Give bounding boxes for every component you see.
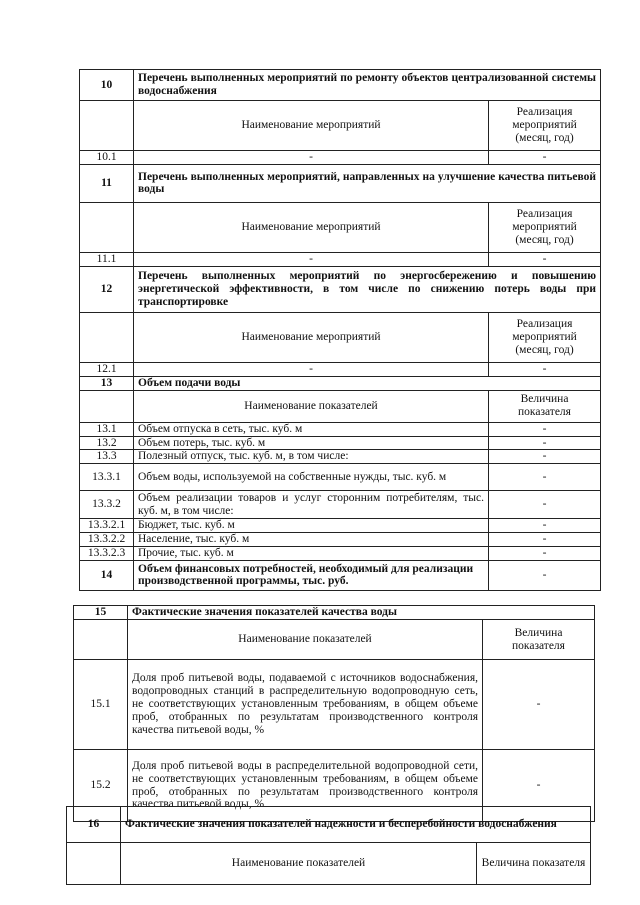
- row-value: -: [489, 533, 601, 547]
- column-header-row: [74, 620, 595, 660]
- column-header-value: Реализация мероприятий (месяц, год): [489, 202, 601, 252]
- section-number: 11: [80, 164, 134, 202]
- row-number: 15.1: [74, 660, 128, 750]
- program-table-part-2: [73, 605, 595, 822]
- section-number: 13: [80, 376, 134, 390]
- table-row: [80, 450, 601, 464]
- column-header-value: Реализация мероприятий (месяц, год): [489, 101, 601, 151]
- column-header-name: Наименование показателей: [134, 390, 489, 422]
- row-number: 13.3.2.1: [80, 519, 134, 533]
- row-value: -: [489, 560, 601, 590]
- empty-cell: [80, 390, 134, 422]
- row-number: 15.2: [74, 750, 128, 822]
- section-number: 12: [80, 266, 134, 312]
- table-row: [80, 547, 601, 561]
- row-number: 12.1: [80, 362, 134, 376]
- row-value: -: [489, 464, 601, 491]
- section-title: Объем финансовых потребностей, необходимый для реализации производственной программы, тыс. руб.: [134, 560, 489, 590]
- empty-cell: [80, 202, 134, 252]
- column-header-name: Наименование мероприятий: [134, 312, 489, 362]
- table-row: [80, 533, 601, 547]
- row-name: Прочие, тыс. куб. м: [134, 547, 489, 561]
- row-name: Объем воды, используемой на собственные нужды, тыс. куб. м: [134, 464, 489, 491]
- section-number: 10: [80, 70, 134, 101]
- section-14-row: [80, 560, 601, 590]
- empty-cell: [67, 843, 121, 885]
- section-number: 15: [74, 606, 128, 620]
- column-header-value: Реализация мероприятий (месяц, год): [489, 312, 601, 362]
- row-name: Объем потерь, тыс. куб. м: [134, 436, 489, 450]
- section-title: Перечень выполненных мероприятий по ремонту объектов централизованной системы водоснабжения: [134, 70, 601, 101]
- table-row: [80, 151, 601, 165]
- section-12-header-row: [80, 266, 601, 312]
- row-name: Доля проб питьевой воды в распределительной водопроводной сети, не соответствующих установленным требованиям, в общем объеме проб, отобранных по результатам производственного контроля качества питьевой воды, %: [128, 750, 483, 822]
- row-number: 10.1: [80, 151, 134, 165]
- section-title: Фактические значения показателей надежности и бесперебойности водоснабжения: [121, 807, 591, 843]
- row-value: -: [489, 491, 601, 519]
- row-name: -: [134, 252, 489, 266]
- row-number: 13.3.2.2: [80, 533, 134, 547]
- row-value: -: [483, 750, 595, 822]
- row-value: -: [483, 660, 595, 750]
- empty-cell: [80, 312, 134, 362]
- row-value: -: [489, 450, 601, 464]
- row-name: -: [134, 362, 489, 376]
- row-number: 13.3: [80, 450, 134, 464]
- row-value: -: [489, 362, 601, 376]
- column-header-row: [80, 101, 601, 151]
- column-header-name: Наименование мероприятий: [134, 202, 489, 252]
- section-16-header-row: [67, 807, 591, 843]
- column-header-name: Наименование мероприятий: [134, 101, 489, 151]
- row-name: -: [134, 151, 489, 165]
- table-row: [80, 362, 601, 376]
- section-11-header-row: [80, 164, 601, 202]
- table-row: [80, 436, 601, 450]
- row-name: Доля проб питьевой воды, подаваемой с источников водоснабжения, водопроводных станций в распределительную водопроводную сеть, не соответствующих установленным требованиям, в общем объеме проб, отобранных по результатам производственного контроля качества питьевой воды, %: [128, 660, 483, 750]
- table-row: [80, 464, 601, 491]
- row-number: 13.3.2: [80, 491, 134, 519]
- program-table-part-3: [66, 806, 591, 885]
- row-name: Бюджет, тыс. куб. м: [134, 519, 489, 533]
- row-value: -: [489, 422, 601, 436]
- section-number: 16: [67, 807, 121, 843]
- section-13-header-row: [80, 376, 601, 390]
- row-value: -: [489, 547, 601, 561]
- row-name: Население, тыс. куб. м: [134, 533, 489, 547]
- row-name: Объем отпуска в сеть, тыс. куб. м: [134, 422, 489, 436]
- table-row: [80, 519, 601, 533]
- section-title: Перечень выполненных мероприятий по энергосбережению и повышению энергетической эффективности, в том числе по снижению потерь воды при транспортировке: [134, 266, 601, 312]
- section-15-header-row: [74, 606, 595, 620]
- column-header-row: [80, 202, 601, 252]
- row-number: 13.3.1: [80, 464, 134, 491]
- table-row: [80, 422, 601, 436]
- table-row: [80, 252, 601, 266]
- table-row: [80, 491, 601, 519]
- row-name: Объем реализации товаров и услуг сторонним потребителям, тыс. куб. м, в том числе:: [134, 491, 489, 519]
- row-value: -: [489, 519, 601, 533]
- row-number: 13.3.2.3: [80, 547, 134, 561]
- section-title: Перечень выполненных мероприятий, направленных на улучшение качества питьевой воды: [134, 164, 601, 202]
- row-number: 13.2: [80, 436, 134, 450]
- row-value: -: [489, 436, 601, 450]
- column-header-value: Величина показателя: [483, 620, 595, 660]
- row-value: -: [489, 252, 601, 266]
- row-value: -: [489, 151, 601, 165]
- row-number: 11.1: [80, 252, 134, 266]
- section-title: Фактические значения показателей качества воды: [128, 606, 595, 620]
- section-title: Объем подачи воды: [134, 376, 601, 390]
- column-header-row: [67, 843, 591, 885]
- row-name: Полезный отпуск, тыс. куб. м, в том числе:: [134, 450, 489, 464]
- column-header-row: [80, 390, 601, 422]
- empty-cell: [74, 620, 128, 660]
- column-header-value: Величина показателя: [477, 843, 591, 885]
- column-header-row: [80, 312, 601, 362]
- program-table-part-1: [79, 69, 601, 591]
- row-number: 13.1: [80, 422, 134, 436]
- column-header-name: Наименование показателей: [128, 620, 483, 660]
- table-row: [74, 660, 595, 750]
- column-header-name: Наименование показателей: [121, 843, 477, 885]
- empty-cell: [80, 101, 134, 151]
- section-10-header-row: [80, 70, 601, 101]
- section-number: 14: [80, 560, 134, 590]
- column-header-value: Величина показателя: [489, 390, 601, 422]
